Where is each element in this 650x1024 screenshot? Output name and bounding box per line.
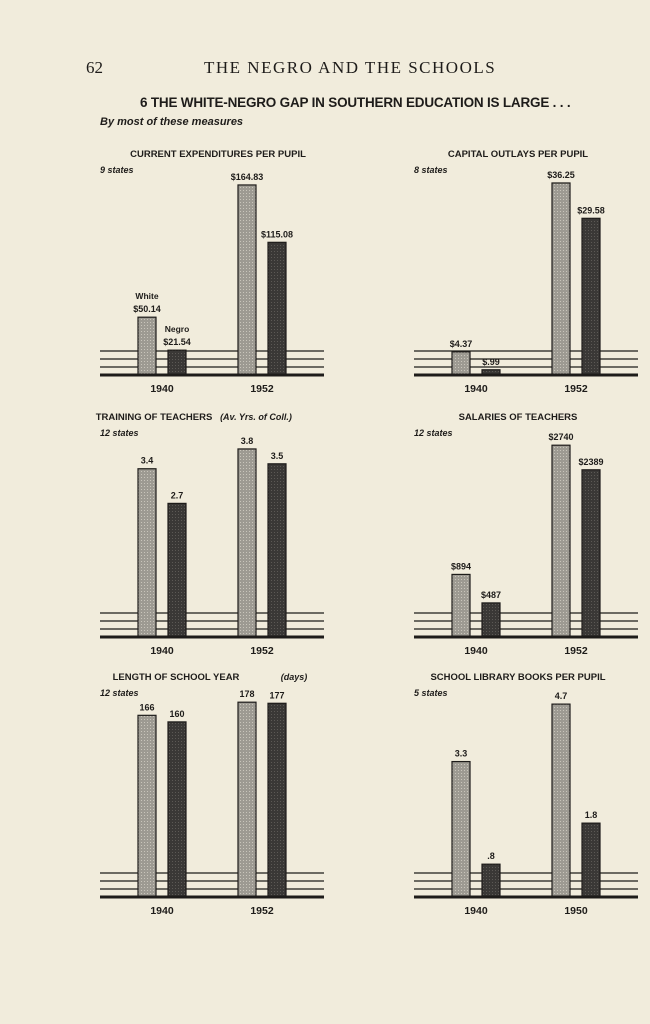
- x-tick-label: 1952: [564, 383, 588, 395]
- chart-svg: [96, 145, 336, 395]
- value-label: $50.14: [133, 304, 161, 315]
- white-bar-1952: [238, 449, 256, 637]
- x-tick-label: 1952: [250, 905, 274, 917]
- x-tick-label: 1940: [464, 905, 488, 917]
- value-label: 3.5: [270, 450, 284, 461]
- white-bar-1952: [238, 185, 256, 375]
- x-tick-label: 1952: [564, 645, 588, 657]
- white-bar-1952: [552, 183, 570, 375]
- white-bar-1952: [238, 702, 256, 897]
- value-label: $21.54: [163, 337, 191, 348]
- white-bar-1940: [138, 469, 156, 637]
- value-label: 160: [169, 708, 185, 719]
- chart-svg: [410, 145, 650, 395]
- chart-title: LENGTH OF SCHOOL YEAR: [112, 672, 240, 683]
- value-label: 3.8: [240, 435, 254, 446]
- figure-title: 6 THE WHITE-NEGRO GAP IN SOUTHERN EDUCATION IS LARGE . . .: [140, 95, 571, 110]
- x-tick-label: 1940: [150, 383, 174, 395]
- negro-bar-1940: [482, 864, 500, 897]
- negro-bar-1940: [168, 503, 186, 637]
- states-note: 9 states: [100, 165, 134, 175]
- value-label: 3.4: [140, 455, 154, 466]
- negro-bar-1950: [582, 823, 600, 897]
- value-label: 178: [239, 689, 255, 700]
- chart-training-of-teachers: [96, 408, 336, 658]
- chart-title: CAPITAL OUTLAYS PER PUPIL: [447, 149, 589, 160]
- white-bar-1952: [552, 445, 570, 637]
- value-label: $115.08: [260, 229, 294, 240]
- value-label: 177: [269, 690, 285, 701]
- value-label: $164.83: [230, 171, 264, 182]
- chart-svg: [96, 408, 336, 658]
- value-label: 3.3: [454, 748, 468, 759]
- x-tick-label: 1952: [250, 645, 274, 657]
- chart-svg: [410, 408, 650, 658]
- negro-bar-1952: [582, 470, 600, 637]
- series-label: White: [135, 291, 159, 302]
- x-tick-label: 1940: [464, 383, 488, 395]
- running-head: THE NEGRO AND THE SCHOOLS: [204, 58, 497, 77]
- negro-bar-1952: [268, 703, 286, 897]
- value-label: 4.7: [554, 691, 568, 702]
- negro-bar-1952: [268, 464, 286, 637]
- chart-svg: [96, 668, 336, 918]
- value-label: $894: [450, 561, 472, 572]
- chart-title: SALARIES OF TEACHERS: [458, 412, 578, 423]
- white-bar-1940: [452, 762, 470, 897]
- states-note: 12 states: [100, 688, 139, 698]
- x-tick-label: 1952: [250, 383, 274, 395]
- states-note: 12 states: [100, 428, 139, 438]
- value-label: $.99: [482, 356, 500, 367]
- states-note: 5 states: [414, 688, 448, 698]
- white-bar-1940: [138, 715, 156, 897]
- chart-current-expenditures: [96, 145, 336, 395]
- negro-bar-1940: [168, 722, 186, 897]
- chart-salaries-of-teachers: [410, 408, 650, 658]
- x-tick-label: 1950: [564, 905, 588, 917]
- page-number: 62: [86, 58, 103, 77]
- states-note: 12 states: [414, 428, 453, 438]
- chart-title: CURRENT EXPENDITURES PER PUPIL: [130, 149, 306, 160]
- chart-svg: [410, 668, 650, 918]
- white-bar-1940: [452, 352, 470, 375]
- negro-bar-1940: [168, 350, 186, 375]
- chart-title: SCHOOL LIBRARY BOOKS PER PUPIL: [430, 672, 606, 683]
- white-bar-1940: [138, 317, 156, 375]
- x-tick-label: 1940: [150, 905, 174, 917]
- value-label: $2389: [578, 456, 604, 467]
- states-note: 8 states: [414, 165, 448, 175]
- series-label: Negro: [164, 324, 190, 335]
- value-label: 2.7: [170, 490, 184, 501]
- chart-title: TRAINING OF TEACHERS: [95, 412, 213, 423]
- unit-note: (Av. Yrs. of Coll.): [220, 412, 292, 422]
- negro-bar-1952: [582, 218, 600, 375]
- negro-bar-1952: [268, 242, 286, 375]
- value-label: $36.25: [547, 169, 575, 180]
- chart-library-books: [410, 668, 650, 918]
- value-label: 1.8: [584, 810, 598, 821]
- figure-subtitle: By most of these measures: [100, 116, 244, 128]
- unit-note: (days): [280, 672, 308, 682]
- white-bar-1940: [452, 574, 470, 637]
- chart-capital-outlays: [410, 145, 650, 395]
- value-label: $2740: [548, 432, 574, 443]
- value-label: $4.37: [449, 338, 473, 349]
- chart-length-of-school-year: [96, 668, 336, 918]
- negro-bar-1940: [482, 603, 500, 637]
- x-tick-label: 1940: [464, 645, 488, 657]
- value-label: 166: [139, 702, 155, 713]
- x-tick-label: 1940: [150, 645, 174, 657]
- value-label: $29.58: [577, 205, 605, 216]
- white-bar-1950: [552, 704, 570, 897]
- value-label: .8: [487, 851, 495, 862]
- value-label: $487: [480, 589, 502, 600]
